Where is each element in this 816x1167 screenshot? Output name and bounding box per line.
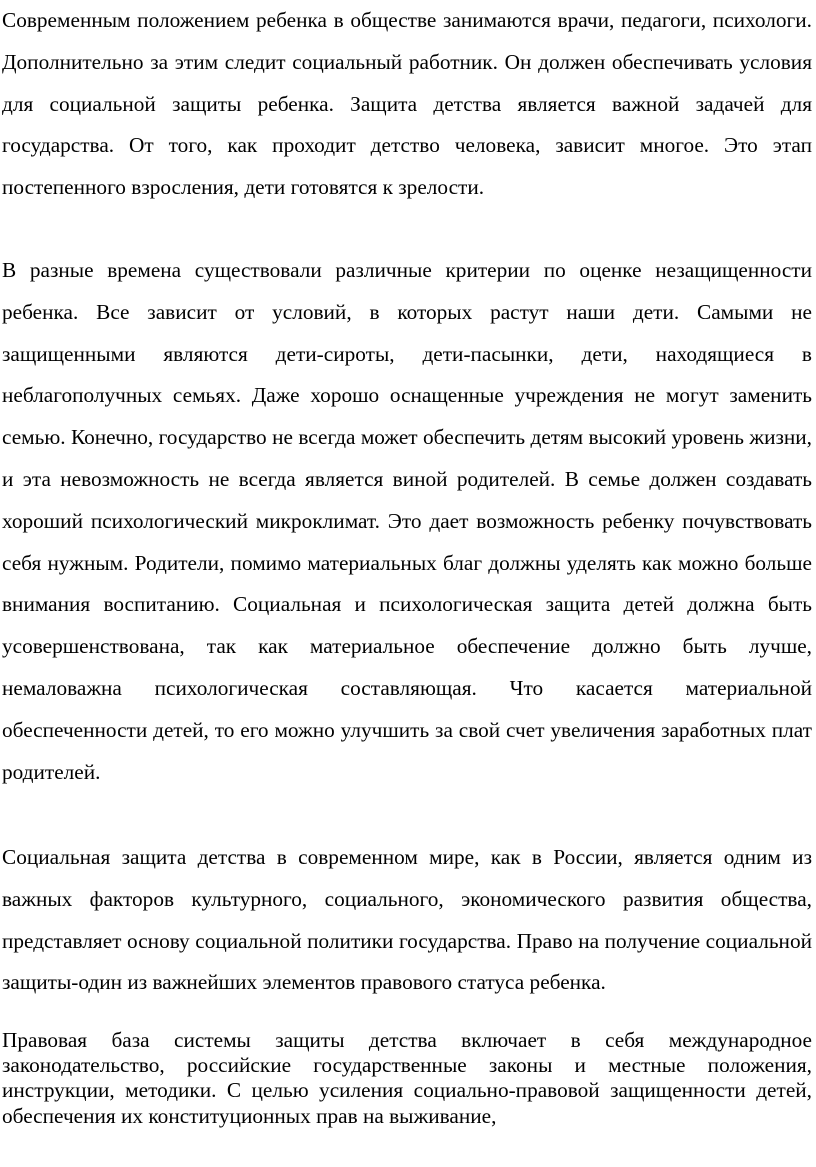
paragraph-2: В разные времена существовали различные критерии по оценке незащищенности ребенка. Все зависит от условий, в которых растут наши дети. Самыми не защищенными являются дети-сироты, дети-пасынки, дети, находящиеся в неблагополучных семьях. Даже хорошо оснащенные учреждения не могут заменить семью. Конечно, государство не всегда может обеспечить детям высокий уровень жизни, и эта невозможность не всегда является виной родителей. В семье должен создавать хороший психологический микроклимат. Это дает возможность ребенку почувствовать себя нужным. Родители, помимо материальных благ должны уделять как можно больше внимания воспитанию. Социальная и психологическая защита детей должна быть усовершенствована, так как материальное обеспечение должно быть лучше, немаловажна психологическая составляющая. Что касается материальной обеспеченности детей, то его можно улучшить за свой счет увеличения заработных плат родителей. xyxy=(2,258,812,784)
paragraph-4: Правовая база системы защиты детства включает в себя международное законодательство, российские государственные законы и местные положения, инструкции, методики. С целью усиления социально-правовой защищенности детей, обеспечения их конституционных прав на выживание, xyxy=(2,1028,812,1128)
paragraph-1: Современным положением ребенка в обществе занимаются врачи, педагоги, психологи. Дополнительно за этим следит социальный работник. Он должен обеспечивать условия для социальной защиты ребенка. Защита детства является важной задачей для государства. От того, как проходит детство человека, зависит многое. Это этап постепенного взросления, дети готовятся к зрелости. xyxy=(2,8,812,200)
paragraph-3: Социальная защита детства в современном мире, как в России, является одним из важных факторов культурного, социального, экономического развития общества, представляет основу социальной политики государства. Право на получение социальной защиты-один из важнейших элементов правового статуса ребенка. xyxy=(2,845,812,995)
